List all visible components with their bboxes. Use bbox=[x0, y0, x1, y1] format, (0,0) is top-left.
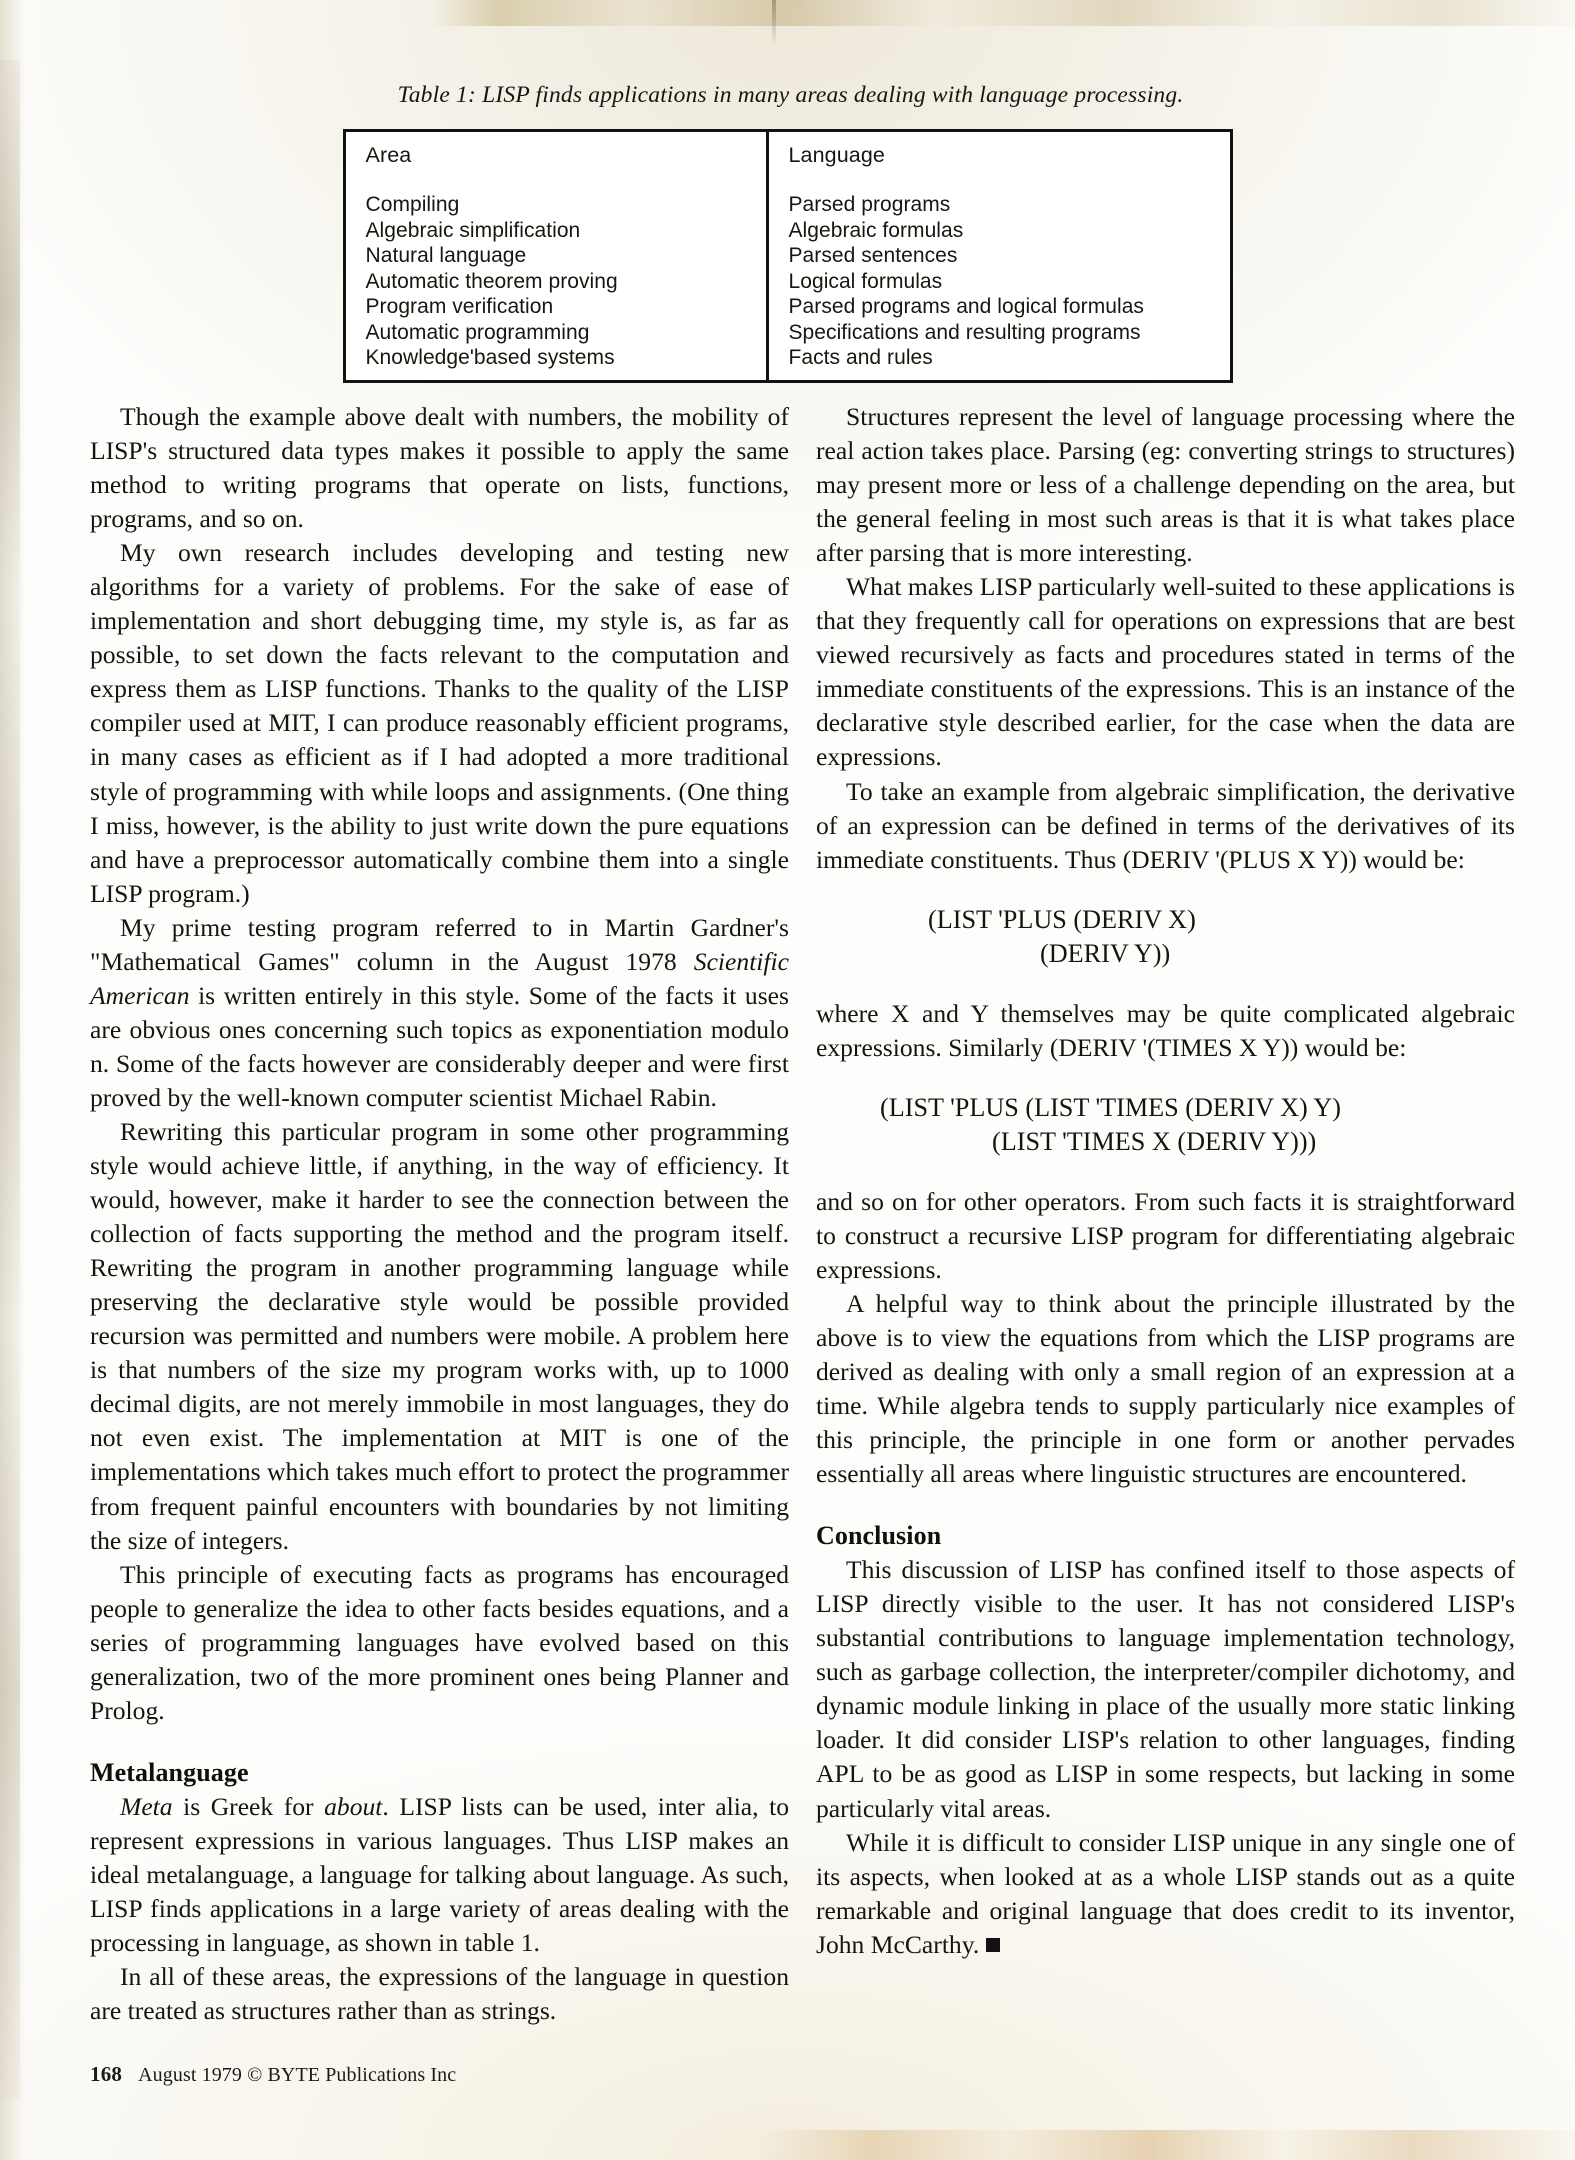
paragraph: My own research includes developing and testing new algorithms for a variety of problems. For the sake of ease of implementation and short debugging time, my style is, as far as possible, to set down the facts relevant to the computation and express them as LISP functions. Thanks to the quality of the LISP compiler used at MIT, I can produce reasonably efficient programs, in many cases as efficient as if I had adopted a more traditional style of programming with while loops and assignments. (One thing I miss, however, is the ability to just write down the pure equations and have a preprocessor automatically combine them into a single LISP program.) bbox=[90, 538, 789, 908]
code-line: (LIST 'PLUS (DERIV X) bbox=[928, 904, 1196, 934]
section-heading-metalanguage: Metalanguage bbox=[90, 1757, 249, 1787]
column-header-language: Language bbox=[788, 143, 885, 167]
page-number: 168 bbox=[90, 2062, 123, 2086]
table-column-area bbox=[344, 131, 767, 382]
paragraph: where X and Y themselves may be quite complicated algebraic expressions. Similarly (DERIV '(TIMES X Y)) would be: bbox=[816, 998, 1515, 1062]
area-list bbox=[366, 192, 766, 371]
column-header-area: Area bbox=[365, 143, 412, 167]
table-caption: Table 1: LISP finds applications in many areas dealing with language processing. bbox=[397, 82, 1184, 108]
paragraph-text: is Greek for bbox=[172, 1791, 325, 1821]
list-item: Parsed sentences bbox=[788, 244, 958, 267]
paragraph-text: While it is difficult to consider LISP unique in any single one of its aspects, when looked at as a whole LISP stands out as a quite remarkable and original language that does credit to its inventor, John McCarthy. bbox=[816, 1827, 1515, 1959]
paragraph: This discussion of LISP has confined itself to those aspects of LISP directly visible to the user. It has not considered LISP's substantial contributions to language implementation technology, such as garbage collection, the interpreter/compiler dichotomy, and dynamic module linking in place of the usually more static linking loader. It did consider LISP's relation to other languages, finding APL to be as good as LISP in some respects, but lacking in some particularly vital areas. bbox=[816, 1555, 1515, 1823]
table-1-block bbox=[0, 82, 1575, 383]
paragraph-final bbox=[816, 1826, 1515, 1962]
publication-credit: August 1979 © BYTE Publications Inc bbox=[138, 2064, 457, 2086]
right-text-column bbox=[816, 400, 1515, 1962]
list-item: Natural language bbox=[365, 244, 527, 267]
list-item: Compiling bbox=[365, 193, 460, 216]
table-row bbox=[344, 131, 1231, 382]
paragraph: and so on for other operators. From such facts it is straightforward to construct a recursive LISP program for differentiating algebraic expressions. bbox=[816, 1186, 1515, 1284]
paragraph bbox=[90, 1790, 789, 1960]
paragraph-text: is written entirely in this style. Some of the facts it uses are obvious ones concerning such topics as exponentiation modulo n. Some of the facts however are considerably deeper and were first proved by the well-known computer scientist Michael Rabin. bbox=[90, 980, 789, 1112]
paragraph-text: My prime testing program referred to in Martin Gardner's "Mathematical Games" column in the August 1978 bbox=[90, 912, 789, 976]
list-item: Algebraic simplification bbox=[365, 218, 581, 242]
paragraph: A helpful way to think about the principle illustrated by the above is to view the equations from which the LISP programs are derived as dealing with only a small region of an expression at a time. While algebra tends to supply particularly nice examples of this principle, the principle in one form or another pervades essentially all areas where linguistic structures are encountered. bbox=[816, 1288, 1515, 1489]
body-columns bbox=[0, 400, 1575, 2080]
paragraph: What makes LISP particularly well-suited to these applications is that they frequently call for operations on expressions that are best viewed recursively as facts and procedures stated in terms of the immediate constituents of the expressions. This is an instance of the declarative style described earlier, for the case when the data are expressions. bbox=[816, 572, 1515, 772]
list-item: Logical formulas bbox=[788, 269, 943, 293]
page-footer bbox=[90, 2062, 456, 2087]
paragraph: To take an example from algebraic simplification, the derivative of an expression can be defined in terms of the derivatives of its immediate constituents. Thus (DERIV '(PLUS X Y)) would be: bbox=[816, 776, 1515, 874]
table-1 bbox=[343, 129, 1233, 383]
italic-term: about bbox=[324, 1791, 383, 1821]
list-item: Parsed programs and logical formulas bbox=[788, 295, 1144, 318]
italic-term: Meta bbox=[120, 1791, 173, 1821]
list-item: Knowledge'based systems bbox=[365, 346, 615, 369]
end-of-article-square-icon bbox=[986, 1938, 1000, 1952]
list-item: Automatic programming bbox=[365, 320, 590, 344]
language-list bbox=[789, 192, 1230, 371]
code-line: (LIST 'TIMES X (DERIV Y))) bbox=[992, 1126, 1317, 1156]
paragraph bbox=[90, 911, 789, 1115]
list-item: Automatic theorem proving bbox=[365, 269, 618, 293]
list-item: Facts and rules bbox=[788, 346, 933, 369]
list-item: Program verification bbox=[365, 295, 554, 318]
paragraph-text: . LISP lists can be used, inter alia, to represent expressions in various languages. Thus LISP makes an ideal metalanguage, a language for talking about language. As such, LISP finds applications in a large variety of areas dealing with the processing in language, as shown in table 1. bbox=[90, 1791, 789, 1958]
table-column-language bbox=[767, 131, 1231, 382]
paragraph: Structures represent the level of language processing where the real action takes place. Parsing (eg: converting strings to structures) may present more or less of a challenge depending on the area, but the general feeling in most such areas is that it is what takes place after parsing that is more interesting. bbox=[816, 402, 1515, 568]
paragraph: This principle of executing facts as programs has encouraged people to generalize the idea to other facts besides equations, and a series of programming languages have evolved based on this generalization, two of the more prominent ones being Planner and Prolog. bbox=[90, 1559, 789, 1725]
list-item: Algebraic formulas bbox=[788, 218, 964, 242]
paragraph: Rewriting this particular program in some other programming style would achieve little, if anything, in the way of efficiency. It would, however, make it harder to see the connection between the collection of facts supporting the method and the program itself. Rewriting the program in another programming language while preserving the declarative style would be possible provided recursion was permitted and numbers were mobile. A problem here is that numbers of the size my program works with, up to 1000 decimal digits, are not merely immobile in most languages, they do not even exist. The implementation at MIT is one of the implementations which takes much effort to protect the programmer from frequent painful encounters with boundaries by not limiting the size of integers. bbox=[90, 1116, 789, 1555]
code-line: (DERIV Y)) bbox=[1040, 938, 1171, 968]
list-item: Specifications and resulting programs bbox=[788, 320, 1141, 344]
list-item: Parsed programs bbox=[788, 193, 951, 216]
code-block-deriv-times bbox=[816, 1091, 1515, 1159]
code-block-deriv-plus bbox=[816, 903, 1515, 971]
italic-citation: Scientific American bbox=[90, 946, 789, 1010]
paragraph: In all of these areas, the expressions of the language in question are treated as structures rather than as strings. bbox=[90, 1962, 789, 2026]
paragraph: Though the example above dealt with numbers, the mobility of LISP's structured data types makes it possible to apply the same method to writing programs that operate on lists, functions, programs, and so on. bbox=[90, 402, 789, 534]
code-line: (LIST 'PLUS (LIST 'TIMES (DERIV X) Y) bbox=[880, 1092, 1341, 1122]
left-text-column bbox=[90, 400, 789, 2028]
section-heading-conclusion: Conclusion bbox=[816, 1521, 942, 1551]
